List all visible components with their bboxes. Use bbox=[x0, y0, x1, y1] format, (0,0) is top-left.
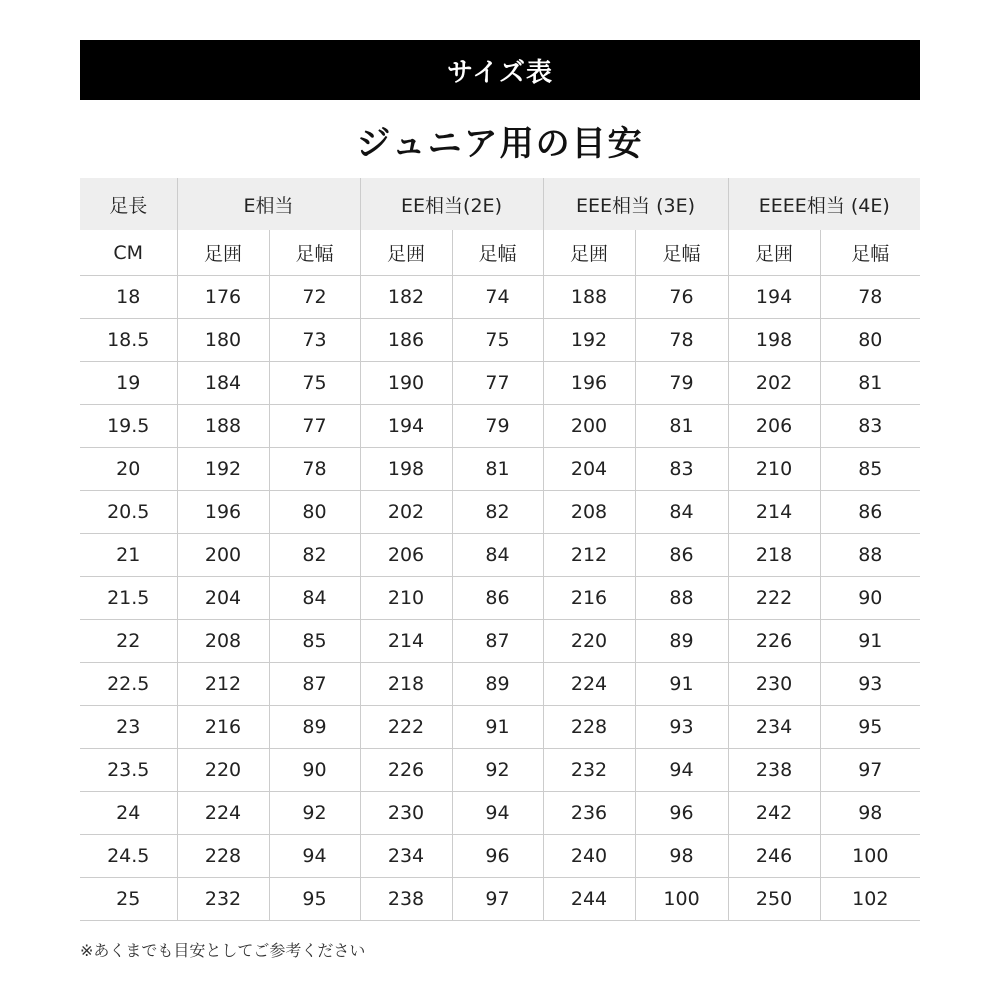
foot-width-cell: 102 bbox=[820, 878, 920, 921]
foot-girth-cell: 198 bbox=[728, 319, 820, 362]
foot-width-cell: 98 bbox=[635, 835, 728, 878]
foot-girth-cell: 182 bbox=[360, 276, 452, 319]
foot-width-cell: 80 bbox=[820, 319, 920, 362]
table-row bbox=[80, 405, 920, 448]
foot-width-cell: 100 bbox=[635, 878, 728, 921]
foot-girth-cell: 192 bbox=[543, 319, 635, 362]
group-header-2e: EE相当(2E) bbox=[360, 178, 543, 230]
table-row bbox=[80, 577, 920, 620]
foot-width-cell: 78 bbox=[820, 276, 920, 319]
banner-title: サイズ表 bbox=[447, 57, 553, 88]
foot-length-cell: 20.5 bbox=[80, 491, 177, 534]
foot-length-cell: 24 bbox=[80, 792, 177, 835]
foot-width-cell: 83 bbox=[635, 448, 728, 491]
foot-girth-cell: 210 bbox=[728, 448, 820, 491]
foot-girth-cell: 240 bbox=[543, 835, 635, 878]
foot-girth-cell: 226 bbox=[360, 749, 452, 792]
foot-girth-cell: 212 bbox=[543, 534, 635, 577]
foot-girth-cell: 216 bbox=[177, 706, 269, 749]
foot-girth-cell: 202 bbox=[360, 491, 452, 534]
foot-girth-cell: 216 bbox=[543, 577, 635, 620]
foot-girth-cell: 212 bbox=[177, 663, 269, 706]
foot-girth-cell: 232 bbox=[543, 749, 635, 792]
table-row bbox=[80, 663, 920, 706]
foot-girth-cell: 228 bbox=[177, 835, 269, 878]
foot-width-cell: 75 bbox=[269, 362, 360, 405]
table-row bbox=[80, 319, 920, 362]
table-row bbox=[80, 749, 920, 792]
foot-width-cell: 85 bbox=[820, 448, 920, 491]
foot-girth-cell: 190 bbox=[360, 362, 452, 405]
foot-width-cell: 76 bbox=[635, 276, 728, 319]
foot-width-cell: 74 bbox=[452, 276, 543, 319]
foot-girth-cell: 244 bbox=[543, 878, 635, 921]
table-row bbox=[80, 620, 920, 663]
foot-girth-cell: 242 bbox=[728, 792, 820, 835]
table-row bbox=[80, 276, 920, 319]
foot-girth-cell: 194 bbox=[728, 276, 820, 319]
foot-girth-cell: 224 bbox=[177, 792, 269, 835]
foot-width-cell: 91 bbox=[452, 706, 543, 749]
foot-width-cell: 77 bbox=[452, 362, 543, 405]
foot-length-cell: 21.5 bbox=[80, 577, 177, 620]
foot-girth-cell: 222 bbox=[360, 706, 452, 749]
foot-width-cell: 86 bbox=[820, 491, 920, 534]
foot-length-cell: 20 bbox=[80, 448, 177, 491]
foot-width-cell: 85 bbox=[269, 620, 360, 663]
foot-girth-cell: 208 bbox=[543, 491, 635, 534]
foot-girth-cell: 192 bbox=[177, 448, 269, 491]
girth-header: 足囲 bbox=[360, 230, 452, 276]
foot-girth-cell: 228 bbox=[543, 706, 635, 749]
size-chart-banner bbox=[80, 40, 920, 100]
foot-girth-cell: 222 bbox=[728, 577, 820, 620]
foot-width-cell: 84 bbox=[269, 577, 360, 620]
foot-girth-cell: 238 bbox=[728, 749, 820, 792]
foot-girth-cell: 214 bbox=[728, 491, 820, 534]
girth-header: 足囲 bbox=[177, 230, 269, 276]
table-row bbox=[80, 706, 920, 749]
foot-girth-cell: 234 bbox=[728, 706, 820, 749]
foot-width-cell: 95 bbox=[820, 706, 920, 749]
footnote: ※あくまでも目安としてご参考ください bbox=[80, 941, 366, 960]
table-row bbox=[80, 835, 920, 878]
table-row bbox=[80, 491, 920, 534]
foot-girth-cell: 210 bbox=[360, 577, 452, 620]
foot-width-cell: 98 bbox=[820, 792, 920, 835]
foot-width-cell: 93 bbox=[820, 663, 920, 706]
girth-header: 足囲 bbox=[543, 230, 635, 276]
foot-width-cell: 77 bbox=[269, 405, 360, 448]
foot-width-cell: 81 bbox=[635, 405, 728, 448]
foot-width-cell: 89 bbox=[269, 706, 360, 749]
foot-width-cell: 84 bbox=[635, 491, 728, 534]
foot-width-cell: 90 bbox=[269, 749, 360, 792]
foot-width-cell: 96 bbox=[635, 792, 728, 835]
width-header: 足幅 bbox=[269, 230, 360, 276]
foot-girth-cell: 188 bbox=[543, 276, 635, 319]
foot-girth-cell: 206 bbox=[728, 405, 820, 448]
foot-girth-cell: 200 bbox=[543, 405, 635, 448]
foot-width-cell: 73 bbox=[269, 319, 360, 362]
foot-length-cell: 24.5 bbox=[80, 835, 177, 878]
width-header: 足幅 bbox=[452, 230, 543, 276]
foot-width-cell: 92 bbox=[269, 792, 360, 835]
foot-width-cell: 82 bbox=[269, 534, 360, 577]
group-header-e: E相当 bbox=[177, 178, 360, 230]
group-header-row bbox=[80, 178, 920, 230]
table-row bbox=[80, 792, 920, 835]
foot-width-cell: 81 bbox=[452, 448, 543, 491]
foot-length-cell: 23 bbox=[80, 706, 177, 749]
table-row bbox=[80, 448, 920, 491]
foot-width-cell: 82 bbox=[452, 491, 543, 534]
foot-girth-cell: 196 bbox=[543, 362, 635, 405]
foot-width-cell: 91 bbox=[635, 663, 728, 706]
group-header-3e: EEE相当 (3E) bbox=[543, 178, 728, 230]
foot-width-cell: 95 bbox=[269, 878, 360, 921]
foot-girth-cell: 214 bbox=[360, 620, 452, 663]
table-row bbox=[80, 878, 920, 921]
foot-width-cell: 94 bbox=[635, 749, 728, 792]
foot-width-cell: 75 bbox=[452, 319, 543, 362]
foot-length-cell: 25 bbox=[80, 878, 177, 921]
foot-width-cell: 88 bbox=[635, 577, 728, 620]
length-header: 足長 bbox=[80, 178, 177, 230]
foot-width-cell: 81 bbox=[820, 362, 920, 405]
foot-girth-cell: 238 bbox=[360, 878, 452, 921]
foot-girth-cell: 232 bbox=[177, 878, 269, 921]
foot-width-cell: 72 bbox=[269, 276, 360, 319]
foot-width-cell: 100 bbox=[820, 835, 920, 878]
foot-girth-cell: 202 bbox=[728, 362, 820, 405]
foot-width-cell: 97 bbox=[820, 749, 920, 792]
foot-width-cell: 86 bbox=[452, 577, 543, 620]
foot-girth-cell: 220 bbox=[177, 749, 269, 792]
foot-width-cell: 87 bbox=[269, 663, 360, 706]
foot-girth-cell: 188 bbox=[177, 405, 269, 448]
foot-girth-cell: 194 bbox=[360, 405, 452, 448]
foot-width-cell: 83 bbox=[820, 405, 920, 448]
foot-girth-cell: 218 bbox=[728, 534, 820, 577]
foot-width-cell: 90 bbox=[820, 577, 920, 620]
foot-girth-cell: 224 bbox=[543, 663, 635, 706]
unit-header: CM bbox=[80, 230, 177, 276]
foot-length-cell: 23.5 bbox=[80, 749, 177, 792]
foot-width-cell: 91 bbox=[820, 620, 920, 663]
foot-girth-cell: 196 bbox=[177, 491, 269, 534]
foot-length-cell: 21 bbox=[80, 534, 177, 577]
foot-width-cell: 84 bbox=[452, 534, 543, 577]
page-subtitle: ジュニア用の目安 bbox=[356, 123, 644, 164]
foot-girth-cell: 230 bbox=[728, 663, 820, 706]
foot-girth-cell: 220 bbox=[543, 620, 635, 663]
foot-girth-cell: 208 bbox=[177, 620, 269, 663]
foot-width-cell: 89 bbox=[635, 620, 728, 663]
foot-width-cell: 87 bbox=[452, 620, 543, 663]
table-row bbox=[80, 534, 920, 577]
foot-width-cell: 78 bbox=[635, 319, 728, 362]
table-row bbox=[80, 362, 920, 405]
foot-girth-cell: 186 bbox=[360, 319, 452, 362]
size-table-body bbox=[80, 276, 920, 921]
foot-girth-cell: 236 bbox=[543, 792, 635, 835]
foot-length-cell: 18.5 bbox=[80, 319, 177, 362]
foot-length-cell: 22.5 bbox=[80, 663, 177, 706]
foot-girth-cell: 184 bbox=[177, 362, 269, 405]
foot-width-cell: 93 bbox=[635, 706, 728, 749]
foot-girth-cell: 204 bbox=[177, 577, 269, 620]
sub-header-row bbox=[80, 230, 920, 276]
foot-girth-cell: 204 bbox=[543, 448, 635, 491]
foot-length-cell: 18 bbox=[80, 276, 177, 319]
foot-girth-cell: 200 bbox=[177, 534, 269, 577]
foot-girth-cell: 206 bbox=[360, 534, 452, 577]
width-header: 足幅 bbox=[820, 230, 920, 276]
foot-width-cell: 96 bbox=[452, 835, 543, 878]
foot-width-cell: 80 bbox=[269, 491, 360, 534]
foot-girth-cell: 246 bbox=[728, 835, 820, 878]
foot-girth-cell: 176 bbox=[177, 276, 269, 319]
foot-girth-cell: 250 bbox=[728, 878, 820, 921]
foot-width-cell: 89 bbox=[452, 663, 543, 706]
foot-length-cell: 19 bbox=[80, 362, 177, 405]
foot-width-cell: 88 bbox=[820, 534, 920, 577]
foot-width-cell: 92 bbox=[452, 749, 543, 792]
foot-girth-cell: 230 bbox=[360, 792, 452, 835]
foot-girth-cell: 198 bbox=[360, 448, 452, 491]
foot-length-cell: 19.5 bbox=[80, 405, 177, 448]
foot-width-cell: 86 bbox=[635, 534, 728, 577]
size-table bbox=[80, 178, 920, 921]
foot-girth-cell: 234 bbox=[360, 835, 452, 878]
group-header-4e: EEEE相当 (4E) bbox=[728, 178, 920, 230]
foot-girth-cell: 226 bbox=[728, 620, 820, 663]
foot-width-cell: 94 bbox=[269, 835, 360, 878]
foot-girth-cell: 218 bbox=[360, 663, 452, 706]
foot-width-cell: 97 bbox=[452, 878, 543, 921]
width-header: 足幅 bbox=[635, 230, 728, 276]
foot-length-cell: 22 bbox=[80, 620, 177, 663]
girth-header: 足囲 bbox=[728, 230, 820, 276]
foot-width-cell: 79 bbox=[452, 405, 543, 448]
foot-width-cell: 78 bbox=[269, 448, 360, 491]
foot-width-cell: 79 bbox=[635, 362, 728, 405]
foot-width-cell: 94 bbox=[452, 792, 543, 835]
foot-girth-cell: 180 bbox=[177, 319, 269, 362]
